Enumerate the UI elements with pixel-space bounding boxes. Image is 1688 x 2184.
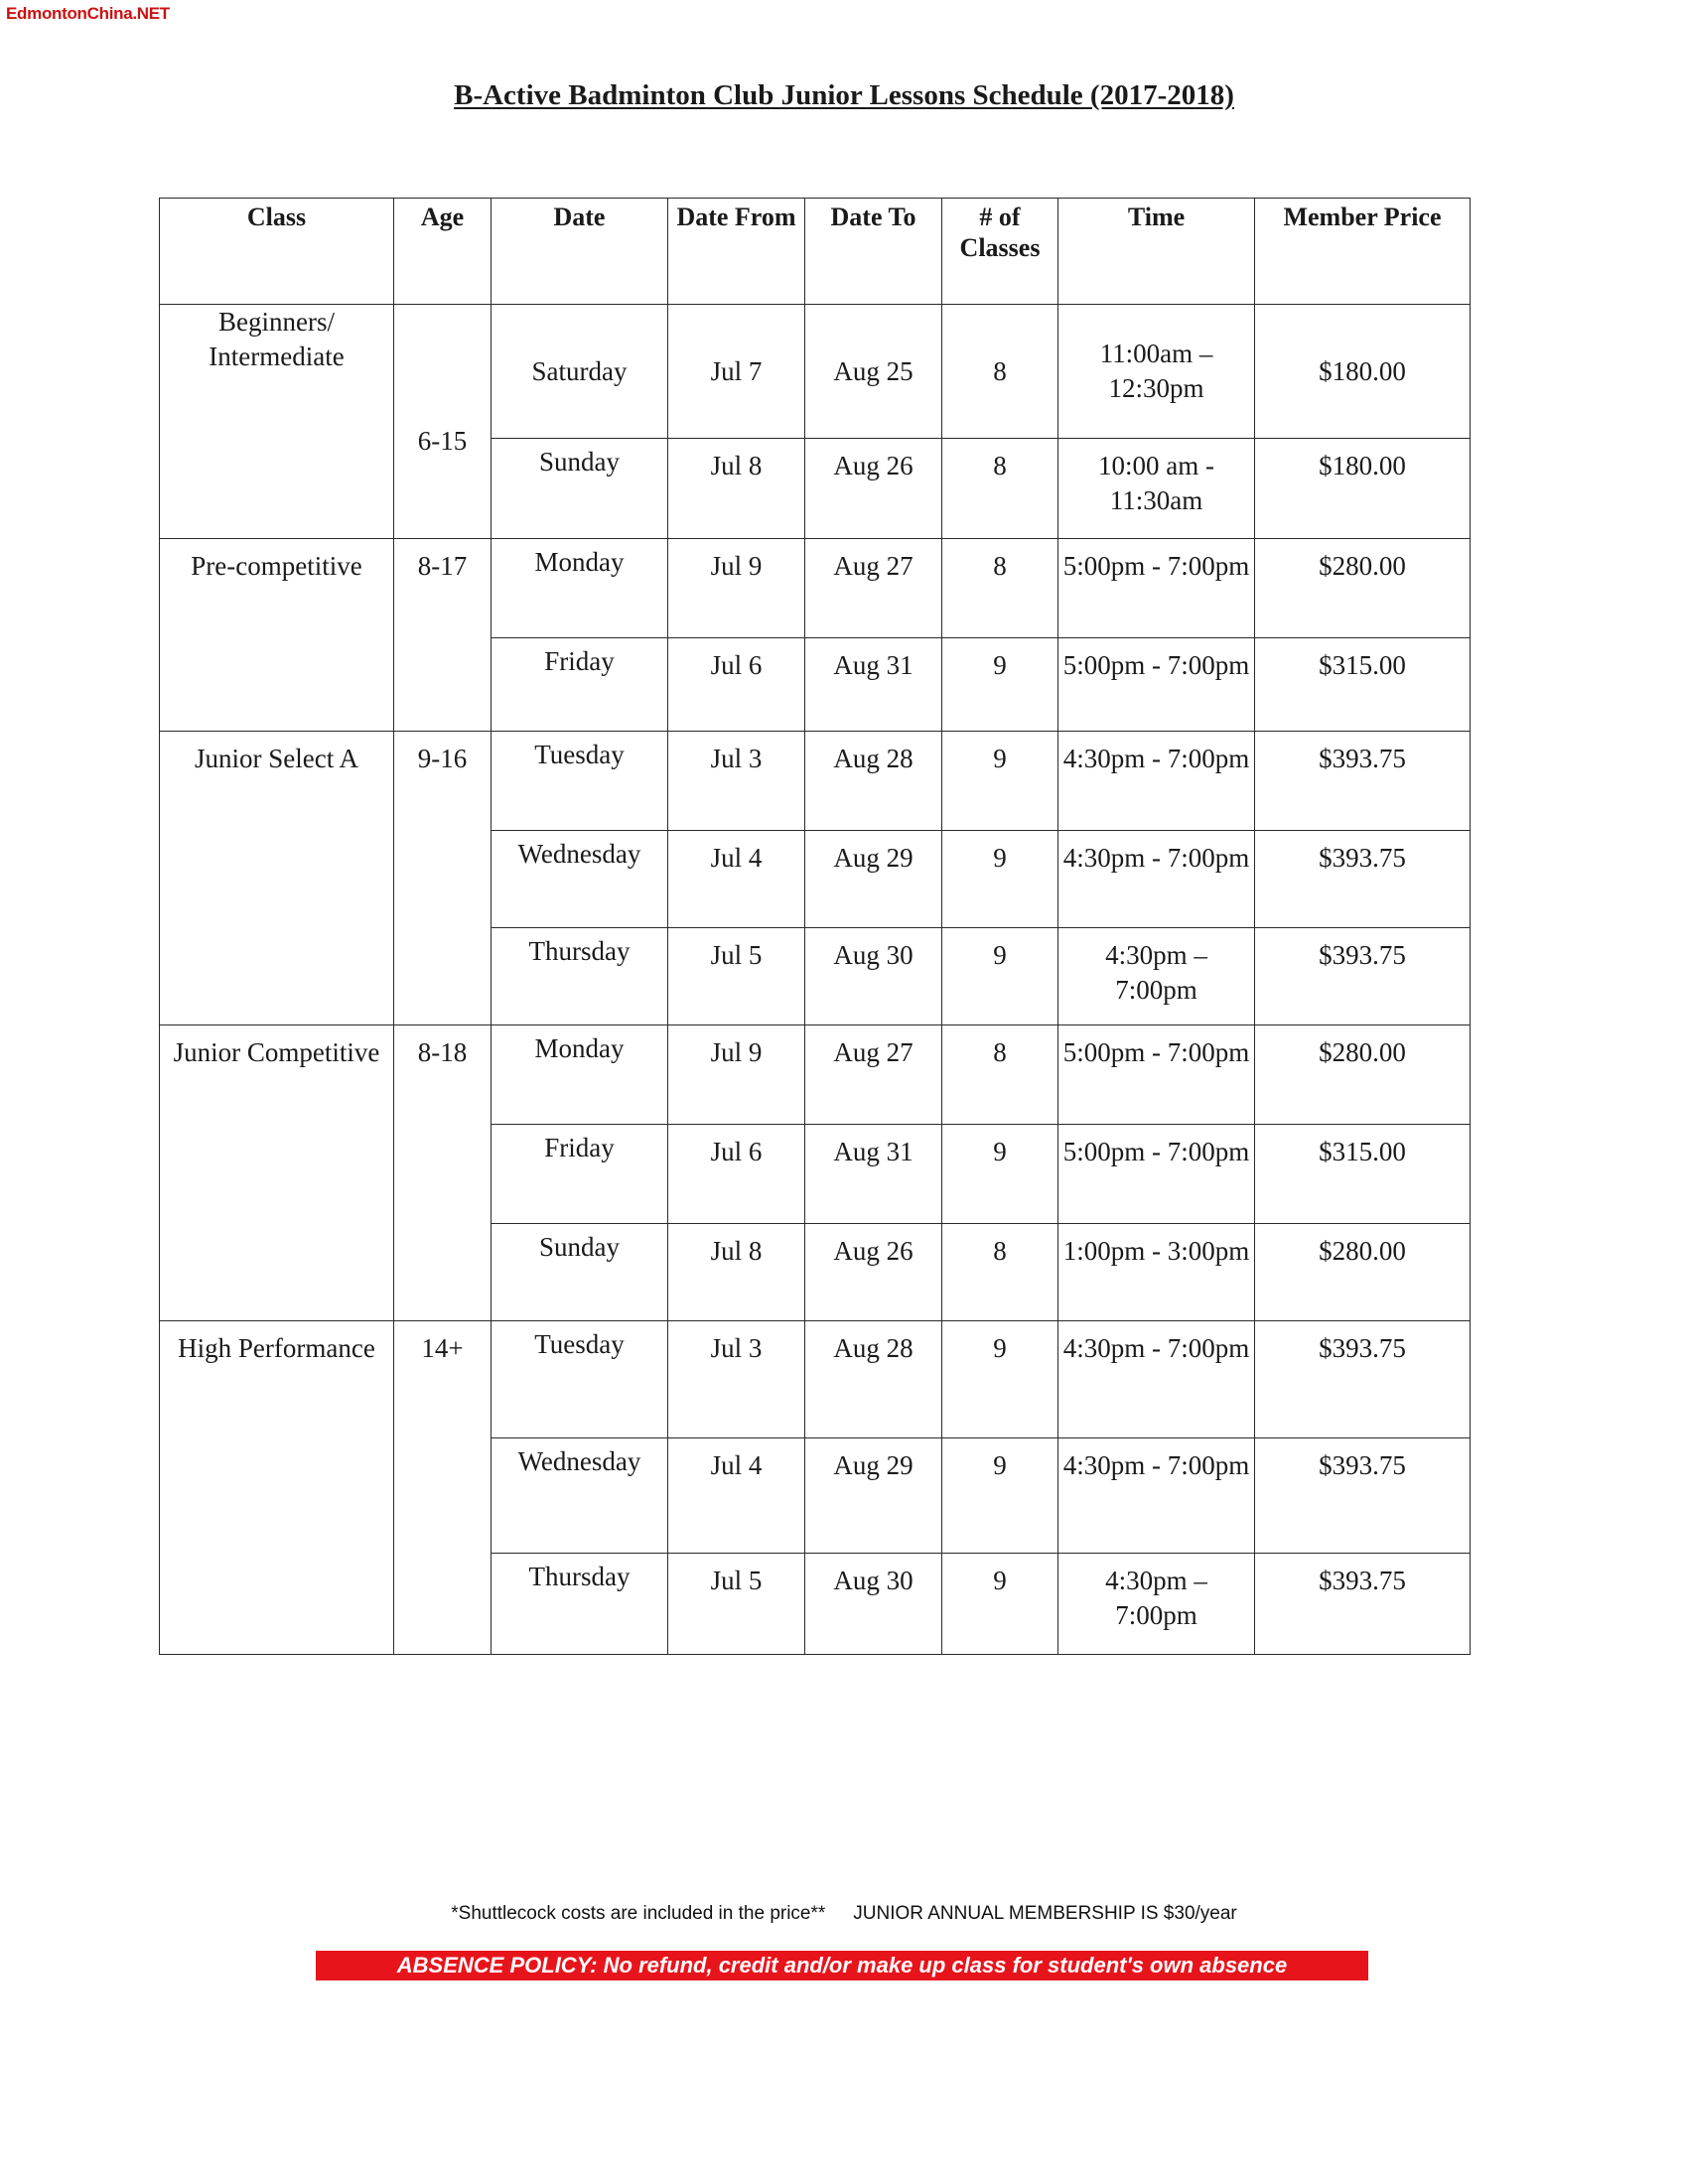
day-cell: Monday [492,1025,668,1125]
num-classes-cell: 9 [942,732,1058,831]
day-cell: Thursday [492,928,668,1025]
class-name-cell: High Performance [160,1321,394,1655]
date-from-cell: Jul 6 [668,1125,805,1224]
date-from-cell: Jul 7 [668,305,805,439]
header-date: Date [492,199,668,305]
price-cell: $315.00 [1255,1125,1471,1224]
price-cell: $393.75 [1255,928,1471,1025]
day-cell: Friday [492,1125,668,1224]
time-cell: 4:30pm – 7:00pm [1058,928,1255,1025]
price-cell: $315.00 [1255,638,1471,732]
day-cell: Wednesday [492,1438,668,1554]
price-cell: $393.75 [1255,1321,1471,1438]
table-row [160,305,1471,439]
date-to-cell: Aug 29 [805,1438,942,1554]
date-to-cell: Aug 31 [805,1125,942,1224]
num-classes-cell: 8 [942,439,1058,539]
date-to-cell: Aug 30 [805,928,942,1025]
age-cell: 8-18 [394,1025,492,1321]
date-to-cell: Aug 27 [805,1025,942,1125]
date-to-cell: Aug 27 [805,539,942,638]
day-cell: Saturday [492,305,668,439]
day-cell: Tuesday [492,732,668,831]
site-watermark: EdmontonChina.NET [6,4,170,23]
header-member-price: Member Price [1255,199,1471,305]
price-cell: $280.00 [1255,1224,1471,1321]
table-row [160,732,1471,831]
header-time: Time [1058,199,1255,305]
num-classes-cell: 8 [942,1224,1058,1321]
date-from-cell: Jul 9 [668,1025,805,1125]
num-classes-cell: 9 [942,831,1058,928]
time-cell: 4:30pm - 7:00pm [1058,1438,1255,1554]
page-title: B-Active Badminton Club Junior Lessons Schedule (2017-2018) [454,79,1234,111]
date-to-cell: Aug 30 [805,1554,942,1655]
price-cell: $180.00 [1255,305,1471,439]
header-date-to: Date To [805,199,942,305]
footnote [0,1903,1688,1925]
date-to-cell: Aug 26 [805,439,942,539]
num-classes-cell: 9 [942,928,1058,1025]
date-to-cell: Aug 31 [805,638,942,732]
num-classes-cell: 8 [942,539,1058,638]
day-cell: Tuesday [492,1321,668,1438]
date-from-cell: Jul 8 [668,439,805,539]
date-to-cell: Aug 26 [805,1224,942,1321]
membership-note: JUNIOR ANNUAL MEMBERSHIP IS $30/year [853,1903,1237,1924]
date-from-cell: Jul 8 [668,1224,805,1321]
day-cell: Wednesday [492,831,668,928]
date-from-cell: Jul 4 [668,1438,805,1554]
table-row [160,539,1471,638]
lessons-schedule-table [159,198,1471,1655]
date-from-cell: Jul 6 [668,638,805,732]
time-cell: 5:00pm - 7:00pm [1058,1125,1255,1224]
price-cell: $280.00 [1255,1025,1471,1125]
age-cell: 9-16 [394,732,492,1025]
price-cell: $393.75 [1255,831,1471,928]
num-classes-cell: 8 [942,1025,1058,1125]
time-cell: 4:30pm - 7:00pm [1058,831,1255,928]
num-classes-cell: 9 [942,638,1058,732]
date-to-cell: Aug 28 [805,1321,942,1438]
absence-policy-banner: ABSENCE POLICY: No refund, credit and/or make up class for student's own absence [316,1951,1368,1980]
time-cell: 5:00pm - 7:00pm [1058,638,1255,732]
time-cell: 1:00pm - 3:00pm [1058,1224,1255,1321]
table-row [160,1321,1471,1438]
num-classes-cell: 9 [942,1125,1058,1224]
time-cell: 5:00pm - 7:00pm [1058,539,1255,638]
day-cell: Friday [492,638,668,732]
day-cell: Sunday [492,1224,668,1321]
num-classes-cell: 9 [942,1438,1058,1554]
header-row [160,199,1471,305]
time-cell: 5:00pm - 7:00pm [1058,1025,1255,1125]
time-cell: 11:00am – 12:30pm [1058,305,1255,439]
header-age: Age [394,199,492,305]
time-cell: 4:30pm – 7:00pm [1058,1554,1255,1655]
class-name-cell: Beginners/ Intermediate [160,305,394,539]
day-cell: Monday [492,539,668,638]
age-cell: 14+ [394,1321,492,1655]
time-cell: 10:00 am - 11:30am [1058,439,1255,539]
age-cell: 8-17 [394,539,492,732]
date-from-cell: Jul 9 [668,539,805,638]
price-cell: $280.00 [1255,539,1471,638]
date-to-cell: Aug 25 [805,305,942,439]
class-name-cell: Junior Select A [160,732,394,1025]
date-to-cell: Aug 29 [805,831,942,928]
price-cell: $393.75 [1255,1554,1471,1655]
time-cell: 4:30pm - 7:00pm [1058,1321,1255,1438]
price-cell: $393.75 [1255,732,1471,831]
age-cell: 6-15 [394,305,492,539]
day-cell: Sunday [492,439,668,539]
day-cell: Thursday [492,1554,668,1655]
table-row [160,1025,1471,1125]
price-cell: $393.75 [1255,1438,1471,1554]
header-class: Class [160,199,394,305]
date-from-cell: Jul 3 [668,1321,805,1438]
date-to-cell: Aug 28 [805,732,942,831]
date-from-cell: Jul 3 [668,732,805,831]
num-classes-cell: 8 [942,305,1058,439]
class-name-cell: Pre-competitive [160,539,394,732]
class-name-cell: Junior Competitive [160,1025,394,1321]
time-cell: 4:30pm - 7:00pm [1058,732,1255,831]
num-classes-cell: 9 [942,1321,1058,1438]
shuttlecock-note: *Shuttlecock costs are included in the price** [451,1903,826,1924]
header-date-from: Date From [668,199,805,305]
header-num-classes: # of Classes [942,199,1058,305]
date-from-cell: Jul 5 [668,928,805,1025]
num-classes-cell: 9 [942,1554,1058,1655]
date-from-cell: Jul 4 [668,831,805,928]
date-from-cell: Jul 5 [668,1554,805,1655]
price-cell: $180.00 [1255,439,1471,539]
